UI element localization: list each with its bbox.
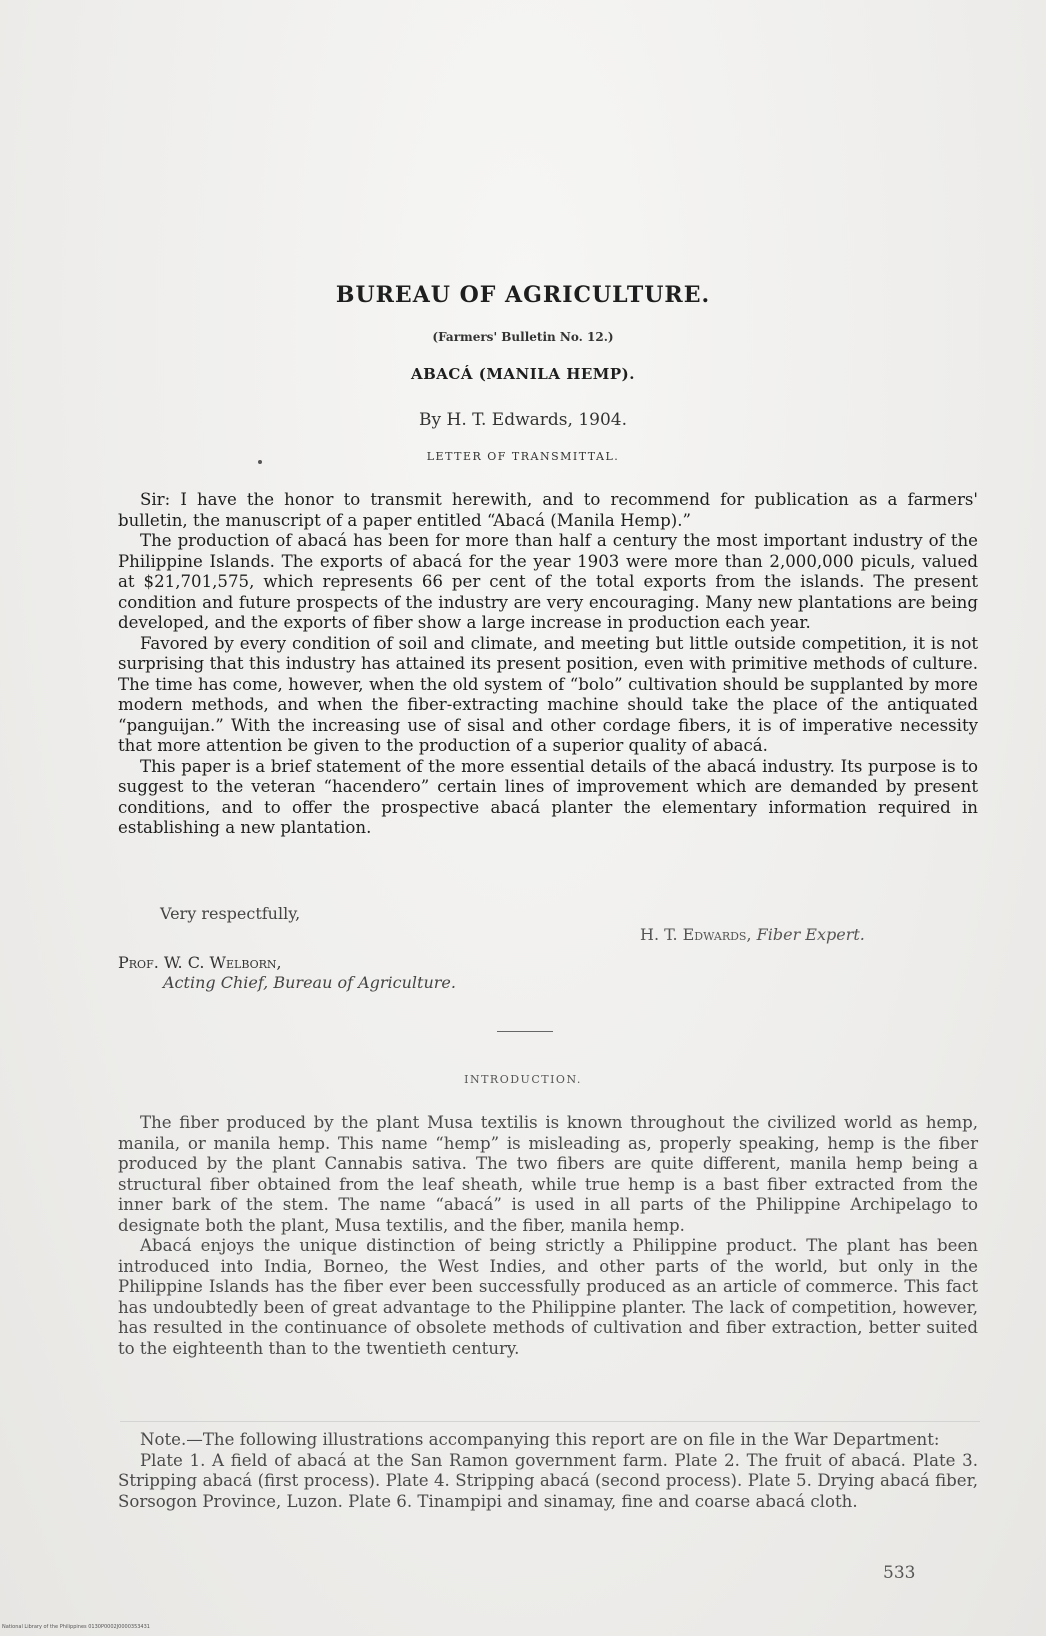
note-paragraph: Plate 1. A field of abacá at the San Ramon government farm. Plate 2. The fruit of abacá. Plate 3. Stripping abacá (first process). Plate 4. Stripping abacá (second process). Plate 5. Drying abacá fiber, Sorsogon Province, Luzon. Plate 6. Tinampipi and sinamay, fine and coarse abacá cloth.	[118, 1450, 978, 1511]
introduction-paragraph: The fiber produced by the plant Musa textilis is known throughout the civilized world as hemp, manila, or manila hemp. This name “hemp” is misleading as, properly speaking, hemp is the fiber produced by the plant Cannabis sativa. The two fibers are quite different, manila hemp being a structural fiber obtained from the leaf sheath, while true hemp is a bast fiber extracted from the inner bark of the stem. The name “abacá” is used in all parts of the Philippine Archipelago to designate both the plant, Musa textilis, and the fiber, manila hemp.	[118, 1113, 978, 1235]
signature-name: H. T. Edwards,	[640, 925, 752, 944]
addressee-title: Acting Chief, Bureau of Agriculture.	[163, 973, 456, 992]
introduction-heading: INTRODUCTION.	[464, 1073, 582, 1086]
signature	[640, 925, 865, 944]
note-paragraph: Note.—The following illustrations accompanying this report are on file in the War Department:	[140, 1430, 940, 1449]
letter-body	[118, 490, 978, 839]
letter-paragraph: The production of abacá has been for more than half a century the most important industry of the Philippine Islands. The exports of abacá for the year 1903 were more than 2,000,000 piculs, valued at $21,701,575, which represents 66 per cent of the total exports from the islands. The present condition and future prospects of the industry are very encouraging. Many new plantations are being developed, and the exports of fiber show a large increase in production each year.	[118, 531, 978, 632]
byline: By H. T. Edwards, 1904.	[419, 410, 627, 430]
introduction-body	[118, 1113, 978, 1359]
letter-paragraph: Favored by every condition of soil and climate, and meeting but little outside competition, it is not surprising that this industry has attained its present position, even with primitive methods of culture. The time has come, however, when the old system of “bolo” cultivation should be supplanted by more modern methods, and when the fiber-extracting machine should take the place of the antiquated “panguijan.” With the increasing use of sisal and other cordage fibers, it is of imperative necessity that more attention be given to the production of a superior quality of abacá.	[118, 633, 978, 755]
letter-closing: Very respectfully,	[160, 904, 301, 923]
note-body	[118, 1430, 978, 1512]
bureau-title: BUREAU OF AGRICULTURE.	[335, 282, 711, 308]
paper-subject: ABACÁ (MANILA HEMP).	[410, 365, 636, 383]
archive-footer: National Library of the Philippines 0130P0002J0000353431	[2, 1624, 150, 1630]
letter-heading: LETTER OF TRANSMITTAL.	[426, 450, 620, 463]
page-number: 533	[883, 1563, 916, 1583]
section-divider	[497, 1031, 553, 1032]
introduction-paragraph: Abacá enjoys the unique distinction of being strictly a Philippine product. The plant has been introduced into India, Borneo, the West Indies, and other parts of the world, but only in the Philippine Islands has the fiber ever been successfully produced as an article of commerce. This fact has undoubtedly been of great advantage to the Philippine planter. The lack of competition, however, has resulted in the continuance of obsolete methods of cultivation and fiber extraction, better suited to the eighteenth than to the twentieth century.	[118, 1236, 978, 1358]
letter-paragraph: This paper is a brief statement of the more essential details of the abacá industry. Its purpose is to suggest to the veteran “hacendero” certain lines of improvement which are demanded by present conditions, and to offer the prospective abacá planter the elementary information required in establishing a new plantation.	[118, 756, 978, 837]
addressee-name: Prof. W. C. Welborn,	[118, 953, 282, 972]
letter-paragraph: Sir: I have the honor to transmit herewith, and to recommend for publication as a farmers' bulletin, the manuscript of a paper entitled “Abacá (Manila Hemp).”	[118, 490, 978, 530]
bulletin-number: (Farmers' Bulletin No. 12.)	[432, 330, 614, 344]
signature-title: Fiber Expert.	[756, 925, 865, 944]
footnote-divider	[120, 1421, 980, 1422]
